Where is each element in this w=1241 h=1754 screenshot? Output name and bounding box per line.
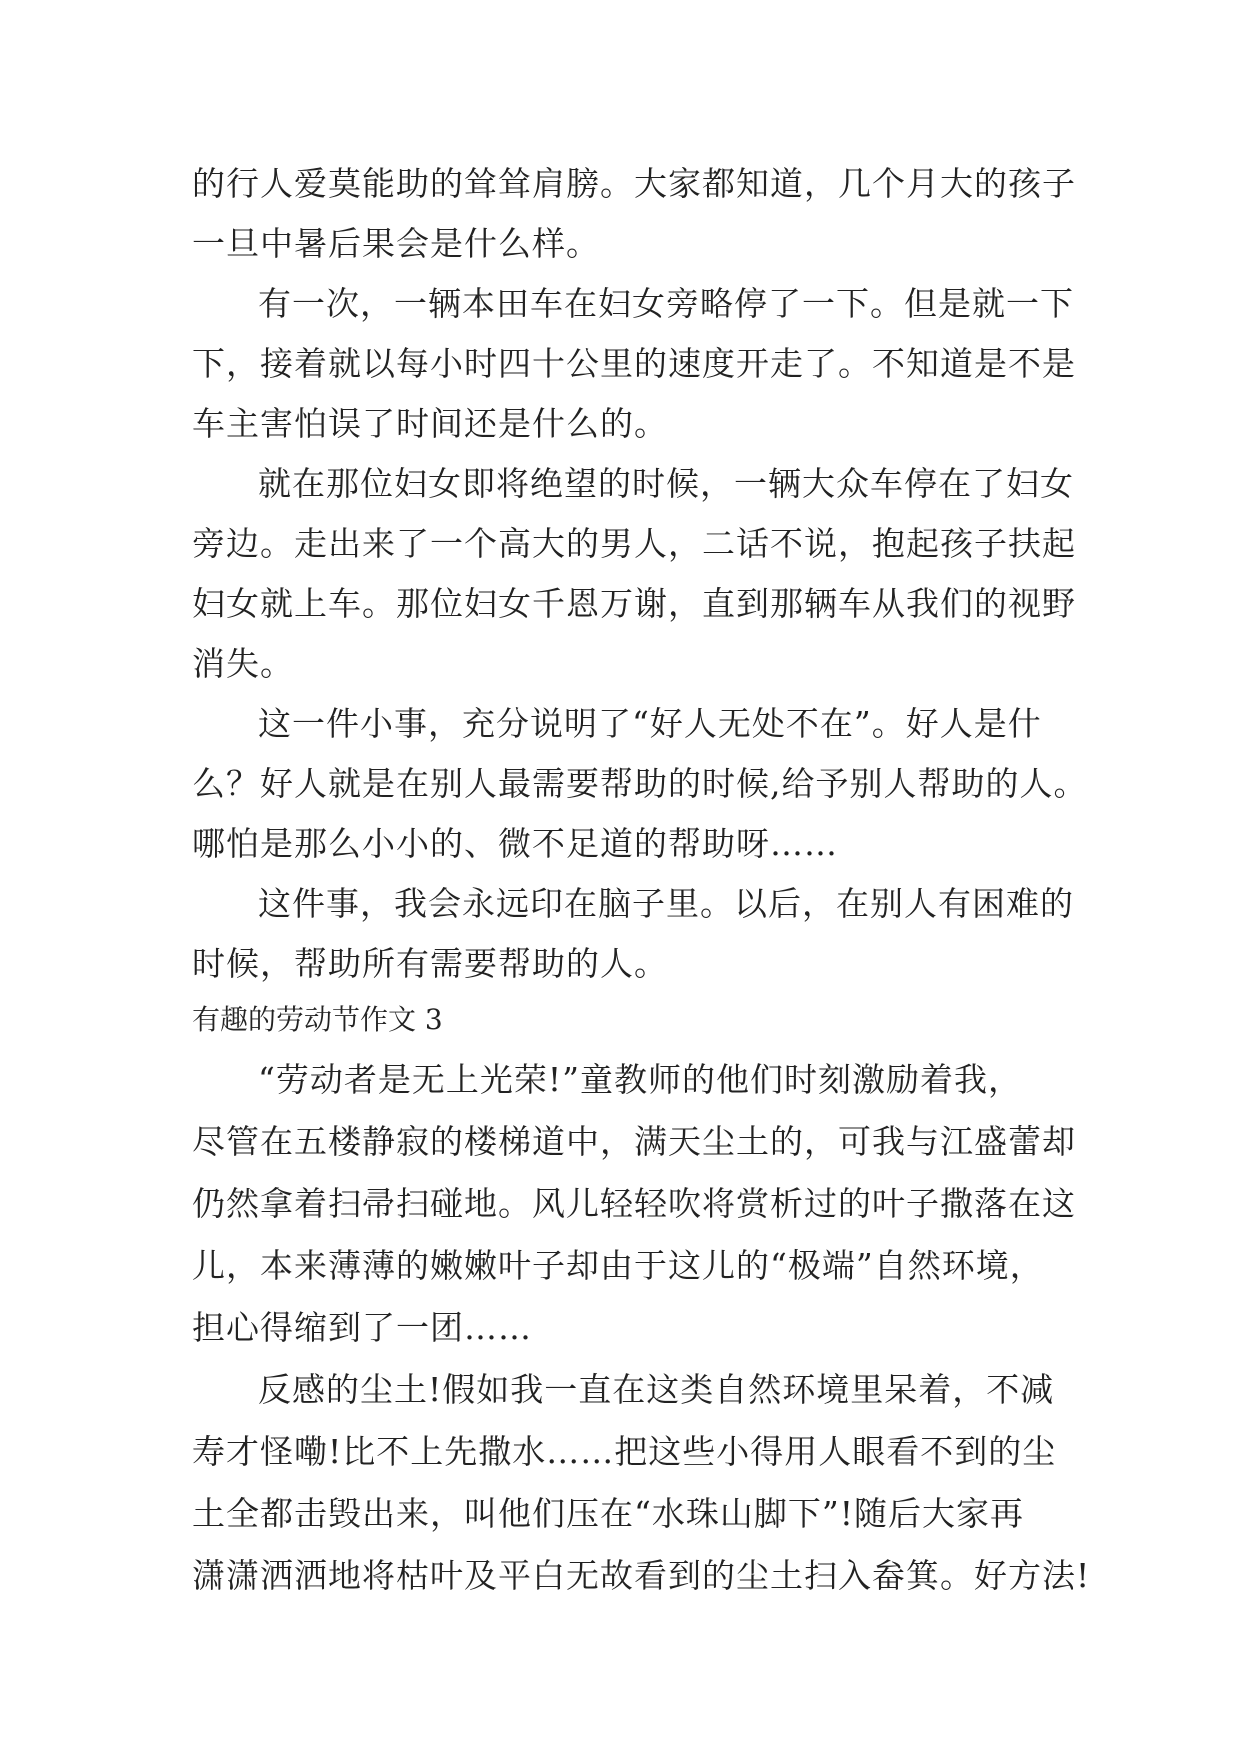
paragraph-line: 尽管在五楼静寂的楼梯道中，满天尘土的，可我与江盛蕾却 bbox=[192, 1122, 1076, 1161]
paragraph-line: 时候，帮助所有需要帮助的人。 bbox=[192, 944, 668, 983]
paragraph-line: 儿，本来薄薄的嫩嫩叶子却由于这儿的“极端”自然环境， bbox=[192, 1246, 1044, 1285]
paragraph-line: 反感的尘土!假如我一直在这类自然环境里呆着，不减 bbox=[258, 1370, 1055, 1409]
paragraph-line: 旁边。走出来了一个高大的男人，二话不说，抱起孩子扶起 bbox=[192, 524, 1076, 563]
paragraph-line: 车主害怕误了时间还是什么的。 bbox=[192, 404, 668, 443]
paragraph-line: 寿才怪嘞!比不上先撒水……把这些小得用人眼看不到的尘 bbox=[192, 1432, 1057, 1471]
paragraph-line: 仍然拿着扫帚扫碰地。风儿轻轻吹将赏析过的叶子撒落在这 bbox=[192, 1184, 1076, 1223]
paragraph-line: 潇潇洒洒地将枯叶及平白无故看到的尘土扫入畚箕。好方法! bbox=[192, 1556, 1091, 1595]
paragraph-line: 的行人爱莫能助的耸耸肩膀。大家都知道，几个月大的孩子 bbox=[192, 164, 1076, 203]
paragraph-line: 消失。 bbox=[192, 644, 294, 683]
paragraph-line: 这一件小事，充分说明了“好人无处不在”。好人是什 bbox=[258, 704, 1042, 743]
paragraph-line: 么？好人就是在别人最需要帮助的时候,给予别人帮助的人。 bbox=[192, 764, 1088, 803]
paragraph-line: 担心得缩到了一团…… bbox=[192, 1308, 532, 1347]
paragraph-line: 有一次，一辆本田车在妇女旁略停了一下。但是就一下 bbox=[258, 284, 1074, 323]
paragraph-line: 一旦中暑后果会是什么样。 bbox=[192, 224, 600, 263]
paragraph-line: “劳动者是无上光荣!”童教师的他们时刻激励着我， bbox=[258, 1060, 1023, 1099]
paragraph-line: 这件事，我会永远印在脑子里。以后，在别人有困难的 bbox=[258, 884, 1074, 923]
paragraph-line: 妇女就上车。那位妇女千恩万谢，直到那辆车从我们的视野 bbox=[192, 584, 1076, 623]
paragraph-line: 下，接着就以每小时四十公里的速度开走了。不知道是不是 bbox=[192, 344, 1076, 383]
paragraph-line: 土全都击毁出来，叫他们压在“水珠山脚下”!随后大家再 bbox=[192, 1494, 1025, 1533]
section-heading: 有趣的劳动节作文 3 bbox=[192, 1003, 443, 1036]
paragraph-line: 就在那位妇女即将绝望的时候，一辆大众车停在了妇女 bbox=[258, 464, 1074, 503]
paragraph-line: 哪怕是那么小小的、微不足道的帮助呀…… bbox=[192, 824, 838, 863]
